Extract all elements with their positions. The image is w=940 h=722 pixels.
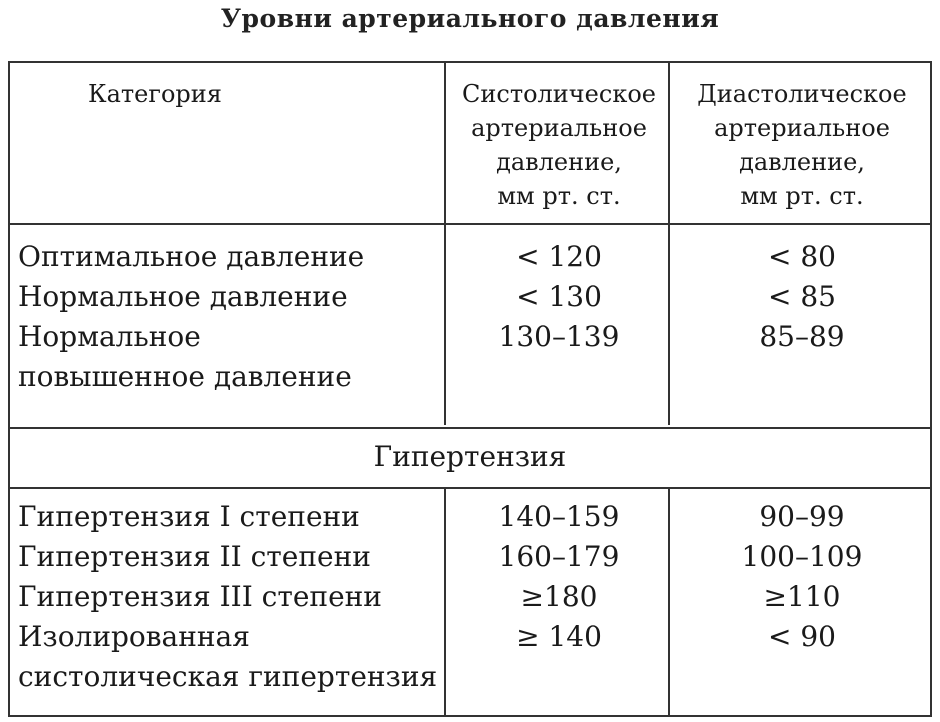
row-systolic: ≥ 140: [516, 620, 602, 653]
row-diastolic: < 80: [768, 240, 836, 273]
row-systolic: < 130: [516, 280, 602, 313]
row-name: Гипертензия II степени: [18, 540, 371, 573]
header-systolic-line: Систолическое: [462, 80, 656, 108]
row-systolic: 130–139: [498, 320, 620, 353]
table-title: Уровни артериального давления: [220, 4, 720, 33]
row-diastolic: < 85: [768, 280, 836, 313]
row-name: Гипертензия III степени: [18, 580, 382, 613]
header-systolic: [446, 77, 672, 213]
header-diastolic-line: артериальное: [714, 114, 890, 142]
row-systolic: 140–159: [498, 500, 620, 533]
header-divider: [10, 223, 930, 225]
header-systolic-line: давление,: [496, 148, 622, 176]
row-diastolic: ≥110: [763, 580, 841, 613]
header-systolic-line: артериальное: [471, 114, 647, 142]
header-diastolic: [670, 77, 934, 213]
row-name-continuation: систолическая гипертензия: [18, 660, 438, 693]
blood-pressure-table: [8, 61, 932, 717]
row-name: Нормальное давление: [18, 280, 348, 313]
row-name-continuation: повышенное давление: [18, 360, 352, 393]
row-diastolic: < 90: [768, 620, 836, 653]
section-divider-top: [10, 427, 930, 429]
row-diastolic: 85–89: [759, 320, 845, 353]
row-name: Изолированная: [18, 620, 250, 653]
row-diastolic: 90–99: [759, 500, 845, 533]
row-systolic: 160–179: [498, 540, 620, 573]
header-category: Категория: [88, 80, 222, 108]
row-systolic: ≥180: [520, 580, 598, 613]
section-divider-bottom: [10, 487, 930, 489]
header-diastolic-line: Диастолическое: [697, 80, 907, 108]
row-diastolic: 100–109: [741, 540, 863, 573]
row-name: Нормальное: [18, 320, 201, 353]
row-name: Оптимальное давление: [18, 240, 365, 273]
section-title: Гипертензия: [373, 440, 567, 473]
row-systolic: < 120: [516, 240, 602, 273]
header-diastolic-line: давление,: [739, 148, 865, 176]
header-systolic-line: мм рт. ст.: [497, 182, 621, 210]
row-name: Гипертензия I степени: [18, 500, 360, 533]
header-diastolic-line: мм рт. ст.: [740, 182, 864, 210]
